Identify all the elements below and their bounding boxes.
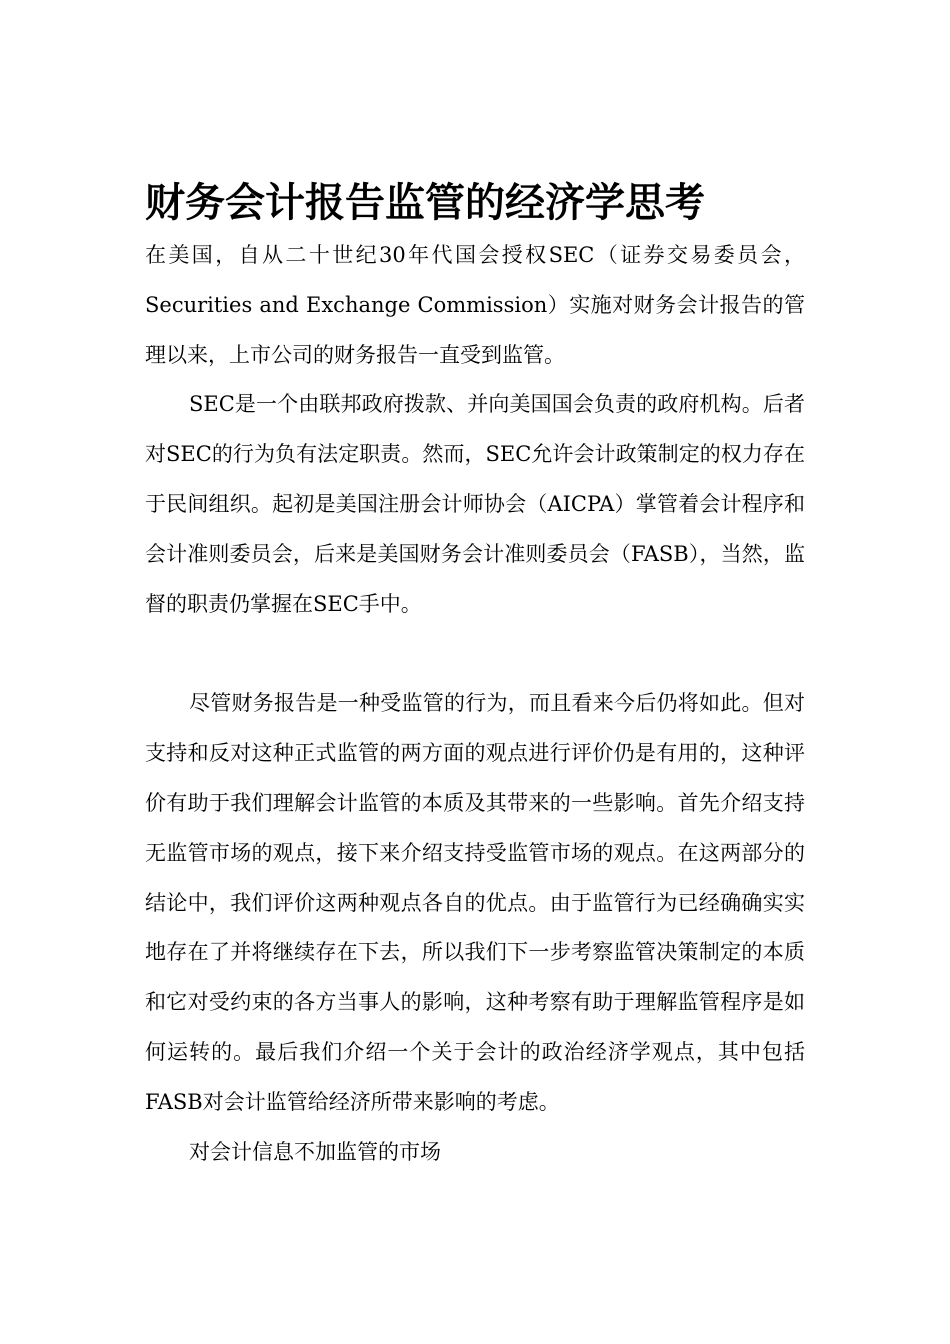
paragraph-2: SEC是一个由联邦政府拨款、并向美国国会负责的政府机构。后者对SEC的行为负有法定职责。然而，SEC允许会计政策制定的权力存在于民间组织。起初是美国注册会计师协会（AICPA）掌管着会计程序和会计准则委员会，后来是美国财务会计准则委员会（FASB），当然，监督的职责仍掌握在SEC手中。 xyxy=(145,392,805,616)
section-heading: 对会计信息不加监管的市场 xyxy=(189,1139,441,1164)
document-title: 财务会计报告监管的经济学思考 xyxy=(145,180,705,226)
paragraph-spacer xyxy=(145,629,805,679)
paragraph-3: 尽管财务报告是一种受监管的行为，而且看来今后仍将如此。但对支持和反对这种正式监管的两方面的观点进行评价仍是有用的，这种评价有助于我们理解会计监管的本质及其带来的一些影响。首先介绍支持无监管市场的观点，接下来介绍支持受监管市场的观点。在这两部分的结论中，我们评价这两种观点各自的优点。由于监管行为已经确确实实地存在了并将继续存在下去，所以我们下一步考察监管决策制定的本质和它对受约束的各方当事人的影响，这种考察有助于理解监管程序是如何运转的。最后我们介绍一个关于会计的政治经济学观点，其中包括FASB对会计监管给经济所带来影响的考虑。 xyxy=(145,691,805,1114)
document-body xyxy=(145,176,805,1177)
paragraph-1: 在美国，自从二十世纪30年代国会授权SEC（证券交易委员会，Securities and Exchange Commission）实施对财务会计报告的管理以来，上市公司的财务报告一直受到监管。 xyxy=(145,243,805,367)
